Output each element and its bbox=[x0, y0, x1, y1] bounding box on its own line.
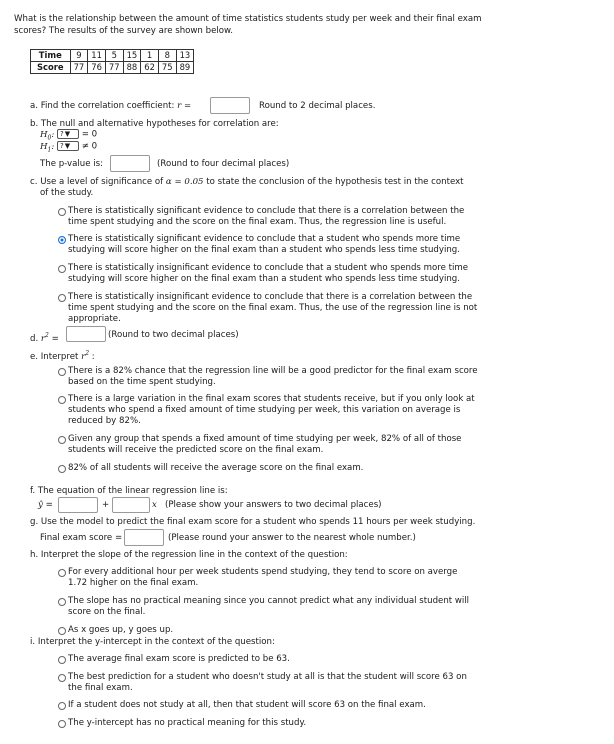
h0-symbol: $H_0$: bbox=[40, 129, 55, 142]
radio-button[interactable] bbox=[58, 569, 66, 577]
table-cell: 8 bbox=[158, 50, 176, 62]
table-cell: 15 bbox=[123, 50, 141, 62]
option-e3[interactable]: Given any group that spends a fixed amount of time studying per week, 82% of all of those students will receive the predicted score on the final exam. bbox=[58, 434, 478, 456]
table-cell: 77 bbox=[105, 62, 123, 74]
question-f-label: f. The equation of the linear regression line is: bbox=[30, 486, 228, 496]
table-cell: 9 bbox=[70, 50, 88, 62]
radio-button[interactable] bbox=[58, 720, 66, 728]
question-b-label: b. The null and alternative hypotheses for correlation are: bbox=[30, 119, 279, 129]
radio-button[interactable] bbox=[58, 656, 66, 664]
option-c3[interactable]: There is statistically insignificant evidence to conclude that a student who spends more time studying will score higher on the final exam than a student who spends less time studying. bbox=[58, 263, 478, 285]
radio-button[interactable] bbox=[58, 396, 66, 404]
x-variable: x bbox=[152, 500, 157, 510]
table-cell: 75 bbox=[158, 62, 176, 74]
r-squared-symbol: $r^2$ bbox=[40, 332, 49, 344]
h1-select[interactable]: ?▼ bbox=[57, 141, 79, 151]
table-row bbox=[31, 50, 194, 62]
question-intro: What is the relationship between the amount of time statistics students study per week and their final exam scores? The results of the survey are shown below. bbox=[14, 14, 482, 36]
option-c4[interactable]: There is statistically insignificant evidence to conclude that there is a correlation between the time spent studying and the score on the final exam. Thus, the use of the regression line is not appropriate. bbox=[58, 292, 483, 325]
radio-button-selected[interactable] bbox=[58, 236, 66, 244]
question-d-hint: (Round to two decimal places) bbox=[108, 330, 239, 340]
chevron-down-icon: ▼ bbox=[64, 130, 71, 138]
question-a-hint: Round to 2 decimal places. bbox=[259, 101, 376, 111]
radio-button[interactable] bbox=[58, 627, 66, 635]
option-c2[interactable]: There is statistically significant evidence to conclude that a student who spends more time studying will score higher on the final exam than a student who spends less time studying. bbox=[58, 234, 478, 256]
radio-button[interactable] bbox=[58, 702, 66, 710]
option-e4[interactable]: 82% of all students will receive the average score on the final exam. bbox=[58, 463, 478, 474]
pvalue-hint: (Round to four decimal places) bbox=[157, 159, 290, 169]
h0-select[interactable]: ?▼ bbox=[57, 129, 79, 139]
table-cell: 89 bbox=[176, 62, 194, 74]
question-d-label: d. $r^2$ = bbox=[30, 332, 59, 344]
question-i-label: i. Interpret the y-intercept in the context of the question: bbox=[30, 637, 275, 647]
y-hat-symbol: ŷ = bbox=[38, 500, 53, 510]
table-cell: 13 bbox=[176, 50, 194, 62]
r-squared-symbol: $r^2$ bbox=[81, 350, 90, 362]
intercept-input[interactable] bbox=[58, 497, 98, 513]
option-i4[interactable]: The y-intercept has no practical meaning for this study. bbox=[58, 718, 478, 729]
final-score-label: Final exam score = bbox=[40, 533, 123, 543]
plus-sign: + bbox=[102, 500, 110, 510]
option-i1[interactable]: The average final exam score is predicted to be 63. bbox=[58, 654, 478, 665]
chevron-down-icon: ▼ bbox=[64, 142, 71, 150]
h1-symbol: $H_1$: bbox=[40, 141, 55, 154]
table-cell: 88 bbox=[123, 62, 141, 74]
radio-button[interactable] bbox=[58, 674, 66, 682]
question-f-hint: (Please show your answers to two decimal places) bbox=[165, 500, 382, 510]
correlation-input[interactable] bbox=[210, 97, 250, 114]
option-i3[interactable]: If a student does not study at all, then that student will score 63 on the final exam. bbox=[58, 700, 478, 711]
table-row bbox=[31, 62, 194, 74]
question-a-label: a. Find the correlation coefficient: bbox=[30, 101, 175, 111]
pvalue-input[interactable] bbox=[110, 155, 150, 172]
radio-button[interactable] bbox=[58, 208, 66, 216]
table-cell: 11 bbox=[88, 50, 106, 62]
table-row-label: Time bbox=[31, 50, 71, 62]
table-cell: 1 bbox=[141, 50, 159, 62]
r-variable: r = bbox=[177, 101, 192, 111]
table-cell: 77 bbox=[70, 62, 88, 74]
slope-input[interactable] bbox=[112, 497, 150, 513]
question-c-label: c. Use a level of significance of α = 0.05 to state the conclusion of the hypothesis test in the context of the study. bbox=[30, 177, 464, 198]
option-h2[interactable]: The slope has no practical meaning since you cannot predict what any individual student will score on the final. bbox=[58, 596, 478, 618]
final-score-input[interactable] bbox=[124, 529, 164, 546]
table-cell: 62 bbox=[141, 62, 159, 74]
question-g-label: g. Use the model to predict the final exam score for a student who spends 11 hours per week studying. bbox=[30, 517, 476, 527]
data-table bbox=[30, 49, 194, 74]
radio-button[interactable] bbox=[58, 465, 66, 473]
option-h3[interactable]: As x goes up, y goes up. bbox=[58, 625, 478, 636]
question-h-label: h. Interpret the slope of the regression line in the context of the question: bbox=[30, 550, 348, 560]
r-squared-input[interactable] bbox=[66, 326, 106, 342]
question-g-hint: (Please round your answer to the nearest whole number.) bbox=[168, 533, 416, 543]
question-a bbox=[30, 101, 191, 112]
radio-button[interactable] bbox=[58, 598, 66, 606]
radio-button[interactable] bbox=[58, 368, 66, 376]
table-cell: 76 bbox=[88, 62, 106, 74]
table-cell: 5 bbox=[105, 50, 123, 62]
radio-button[interactable] bbox=[58, 436, 66, 444]
h1-row bbox=[40, 141, 97, 155]
radio-button[interactable] bbox=[58, 265, 66, 273]
option-e1[interactable]: There is a 82% chance that the regression line will be a good predictor for the final exam score based on the time spent studying. bbox=[58, 366, 478, 388]
table-row-label: Score bbox=[31, 62, 71, 74]
option-c1[interactable]: There is statistically significant evidence to conclude that there is a correlation between the time spent studying and the score on the final exam. Thus, the regression line is useful. bbox=[58, 206, 478, 228]
h1-rhs: ≠ 0 bbox=[81, 141, 98, 152]
question-e-label: e. Interpret $r^2$ : bbox=[30, 350, 95, 362]
radio-button[interactable] bbox=[58, 294, 66, 302]
alpha-value: α = 0.05 bbox=[165, 177, 204, 187]
option-i2[interactable]: The best prediction for a student who doesn't study at all is that the student will score 63 on the final exam. bbox=[58, 672, 478, 694]
option-h1[interactable]: For every additional hour per week students spend studying, they tend to score on averge 1.72 higher on the final exam. bbox=[58, 567, 478, 589]
option-e2[interactable]: There is a large variation in the final exam scores that students receive, but if you only look at students who spend a fixed amount of time studying per week, this variation on average is reduced by 82%. bbox=[58, 394, 478, 427]
pvalue-label: The p-value is: bbox=[40, 159, 104, 169]
h0-rhs: = 0 bbox=[81, 129, 98, 140]
